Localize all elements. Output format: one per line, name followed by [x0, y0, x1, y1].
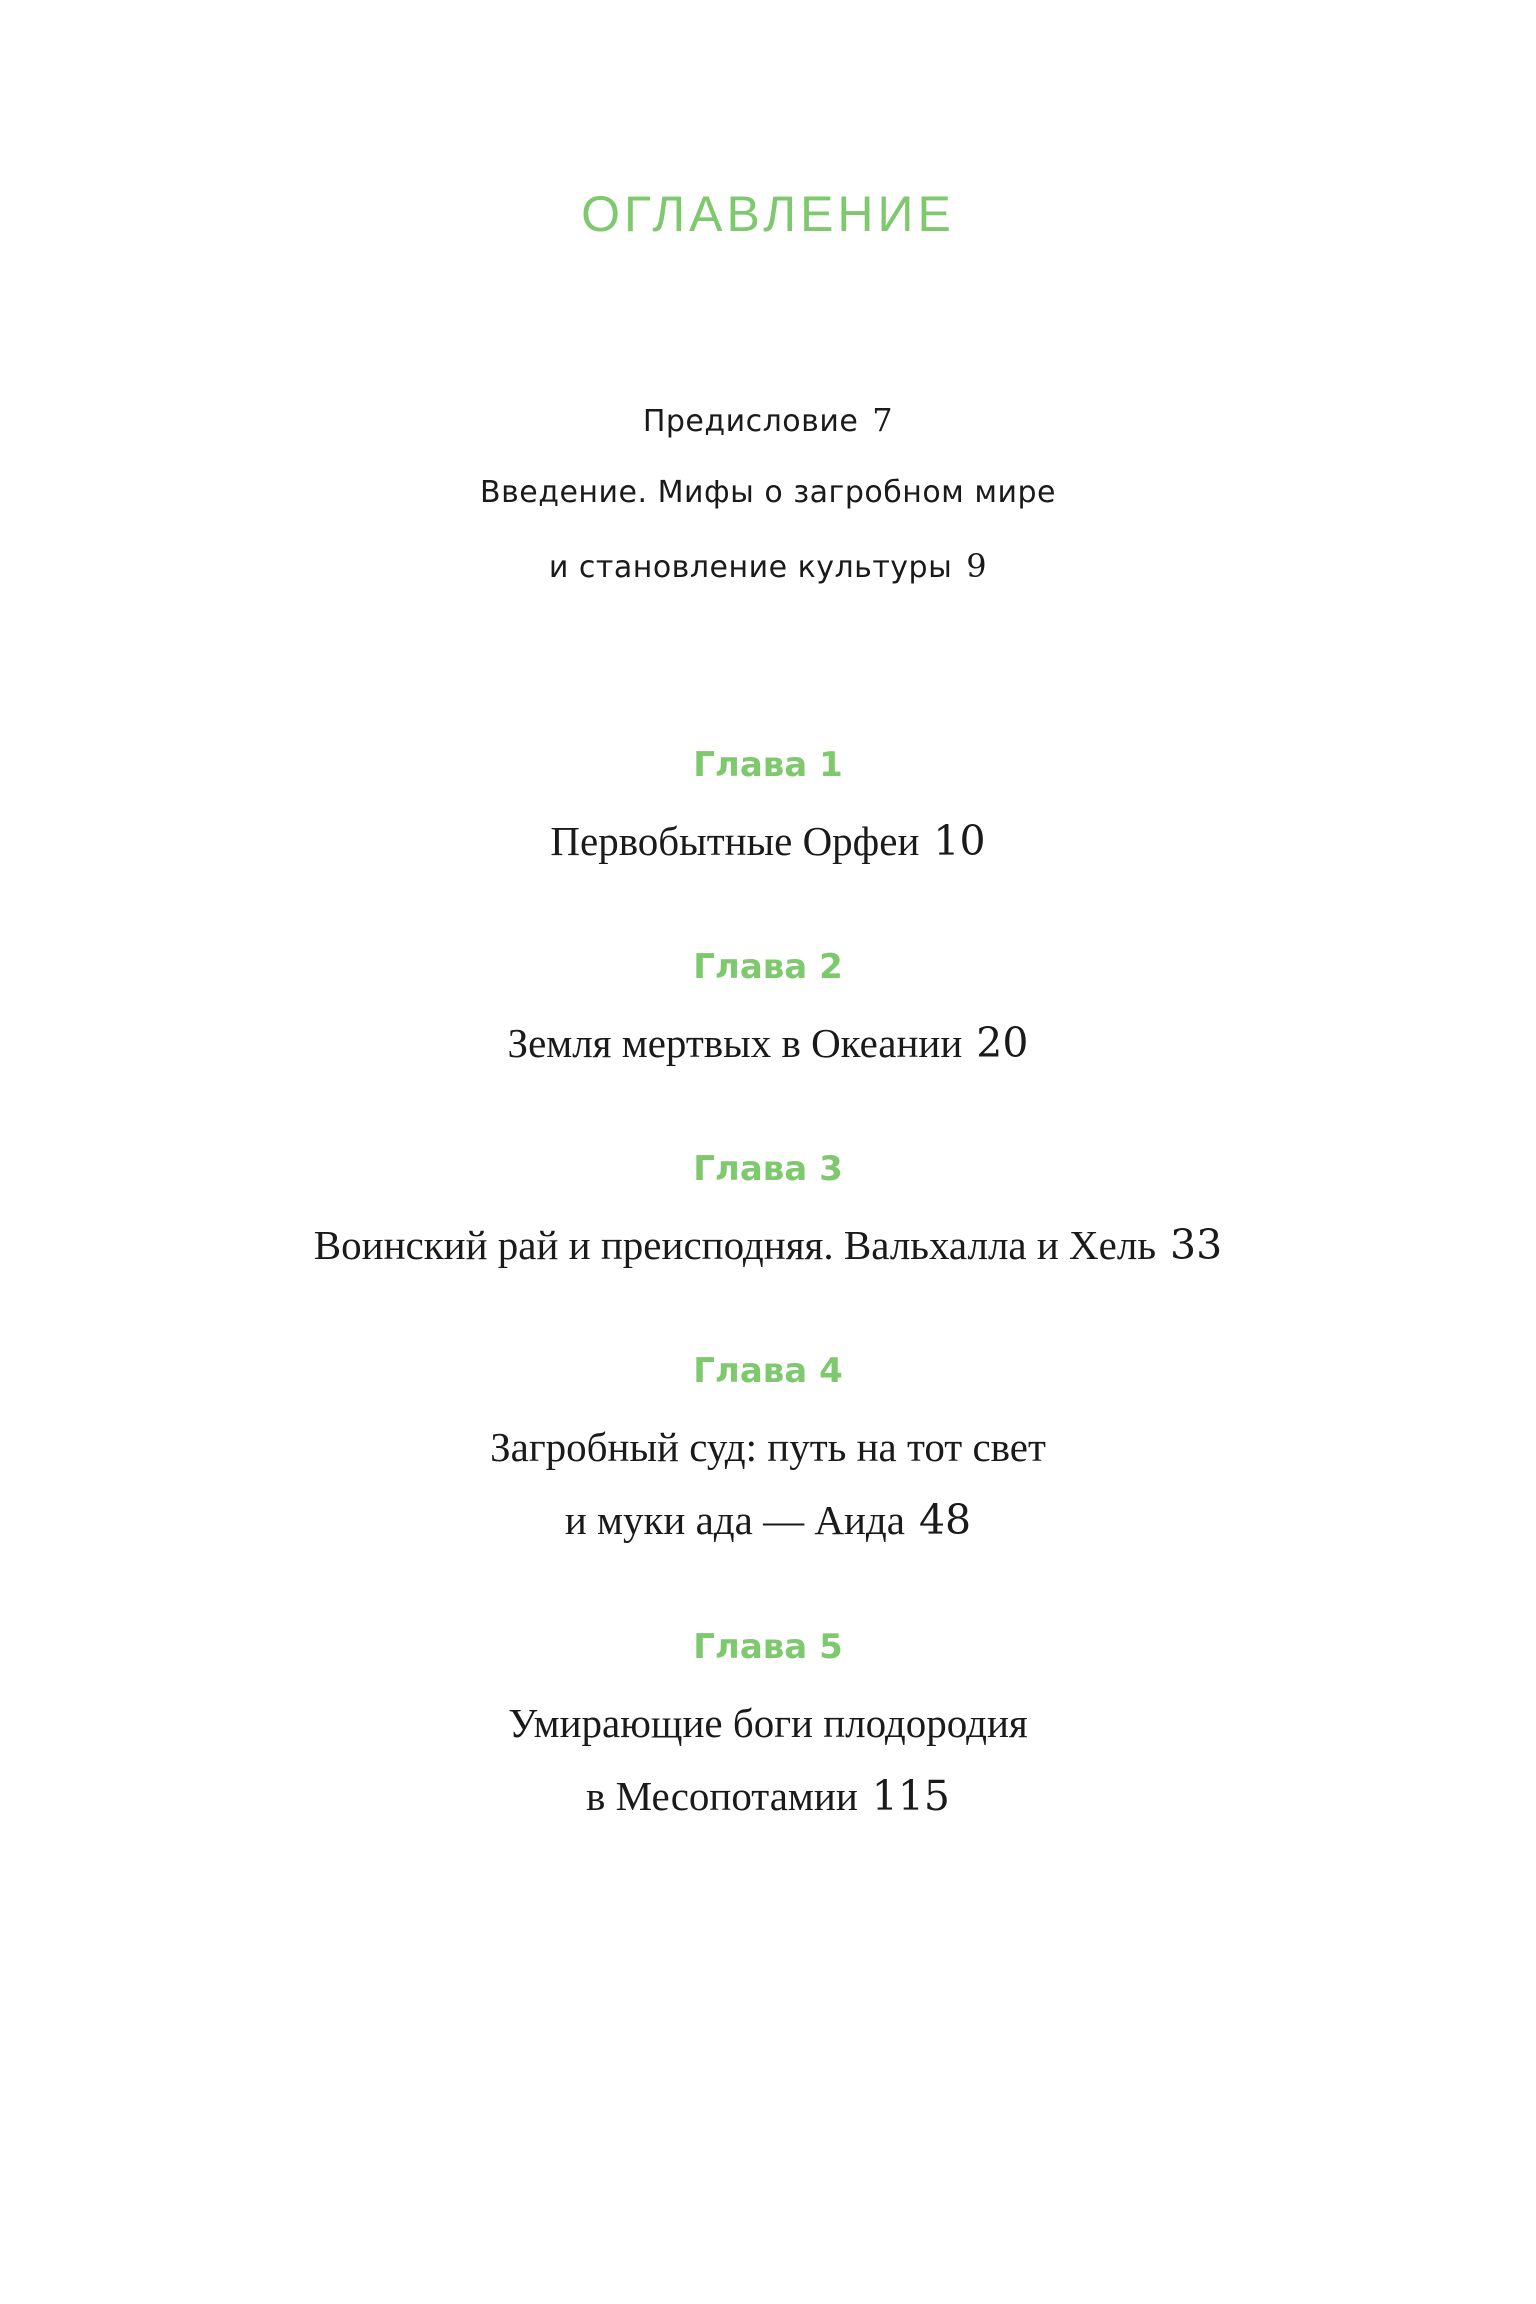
toc-entry-introduction-cont[interactable] — [0, 544, 1536, 590]
chapter-label-2: Глава 2 — [693, 947, 843, 987]
toc-page-number: 9 — [966, 547, 988, 585]
toc-entry-chapter-3[interactable] — [0, 1217, 1536, 1273]
chapter-label-3: Глава 3 — [693, 1149, 843, 1189]
toc-page-number: 33 — [1170, 1221, 1223, 1269]
toc-entry-chapter-4[interactable] — [0, 1419, 1536, 1475]
toc-entry-text: Умирающие боги плодородия — [508, 1700, 1028, 1746]
toc-entry-chapter-4-cont[interactable] — [0, 1492, 1536, 1548]
toc-entry-text: Введение. Мифы о загробном мире — [480, 475, 1056, 510]
toc-page-number: 10 — [933, 817, 986, 865]
toc-entry-text: и становление культуры — [548, 550, 953, 585]
toc-entry-text: Земля мертвых в Океании — [507, 1020, 963, 1066]
toc-entry-preface[interactable] — [0, 398, 1536, 444]
toc-page-number: 20 — [976, 1019, 1029, 1067]
toc-entry-text: Первобытные Орфеи — [550, 818, 920, 864]
toc-entry-chapter-1[interactable] — [0, 813, 1536, 869]
toc-entry-introduction[interactable] — [0, 471, 1536, 515]
toc-entry-text: в Месопотамии — [585, 1773, 858, 1819]
toc-entry-text: и муки ада — Аида — [564, 1497, 905, 1543]
chapter-label-5: Глава 5 — [693, 1627, 843, 1667]
toc-entry-text: Предисловие — [642, 404, 859, 439]
chapter-label-1: Глава 1 — [693, 745, 843, 785]
toc-entry-chapter-5-cont[interactable] — [0, 1768, 1536, 1824]
toc-page-number: 7 — [872, 401, 894, 439]
chapter-label-4: Глава 4 — [693, 1351, 843, 1391]
toc-entry-text: Загробный суд: путь на тот свет — [490, 1424, 1046, 1470]
toc-page-number: 115 — [871, 1772, 951, 1820]
page-title: ОГЛАВЛЕНИЕ — [581, 186, 955, 242]
toc-page-number: 48 — [918, 1496, 972, 1544]
toc-entry-chapter-5[interactable] — [0, 1695, 1536, 1751]
toc-entry-chapter-2[interactable] — [0, 1015, 1536, 1071]
toc-entry-text: Воинский рай и преисподняя. Вальхалла и Хель — [313, 1222, 1157, 1268]
